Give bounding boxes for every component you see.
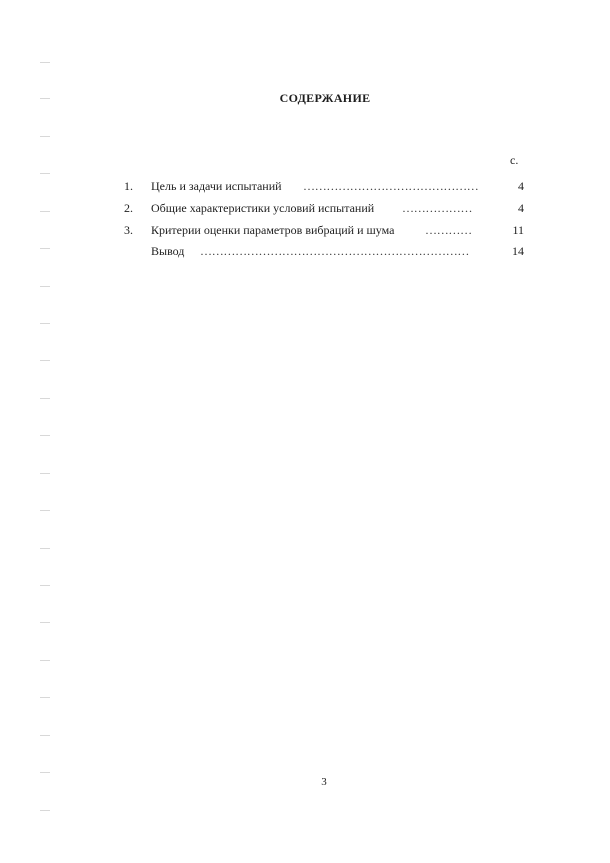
toc-entry-number: 3.: [124, 223, 133, 237]
toc-entry-leader: …………: [425, 223, 472, 237]
toc-entry[interactable]: [0, 200, 610, 216]
toc-entry-page: 4: [518, 201, 524, 215]
toc-entry-leader: ……………………………………………………………: [200, 244, 470, 258]
toc-entry[interactable]: [0, 222, 610, 238]
toc-entry-leader: ………………………………………: [303, 179, 479, 193]
toc-entry[interactable]: [0, 243, 610, 259]
toc-entry-text: Цель и задачи испытаний: [151, 179, 282, 193]
page-title: СОДЕРЖАНИЕ: [279, 91, 371, 105]
toc-entry-text: Критерии оценки параметров вибраций и шума: [151, 223, 395, 237]
toc-entry[interactable]: [0, 178, 610, 194]
toc-entry-leader: ………………: [402, 201, 473, 215]
toc-entry-page: 4: [518, 179, 524, 193]
toc-entry-page: 11: [512, 223, 524, 237]
toc-entry-number: 1.: [124, 179, 133, 193]
page-column-label: с.: [510, 153, 519, 167]
page-number: 3: [321, 776, 327, 788]
toc-entry-text: Общие характеристики условий испытаний: [151, 201, 375, 215]
toc-entry-page: 14: [512, 244, 524, 258]
toc-entry-number: 2.: [124, 201, 133, 215]
toc-entry-text: Вывод: [151, 244, 185, 258]
